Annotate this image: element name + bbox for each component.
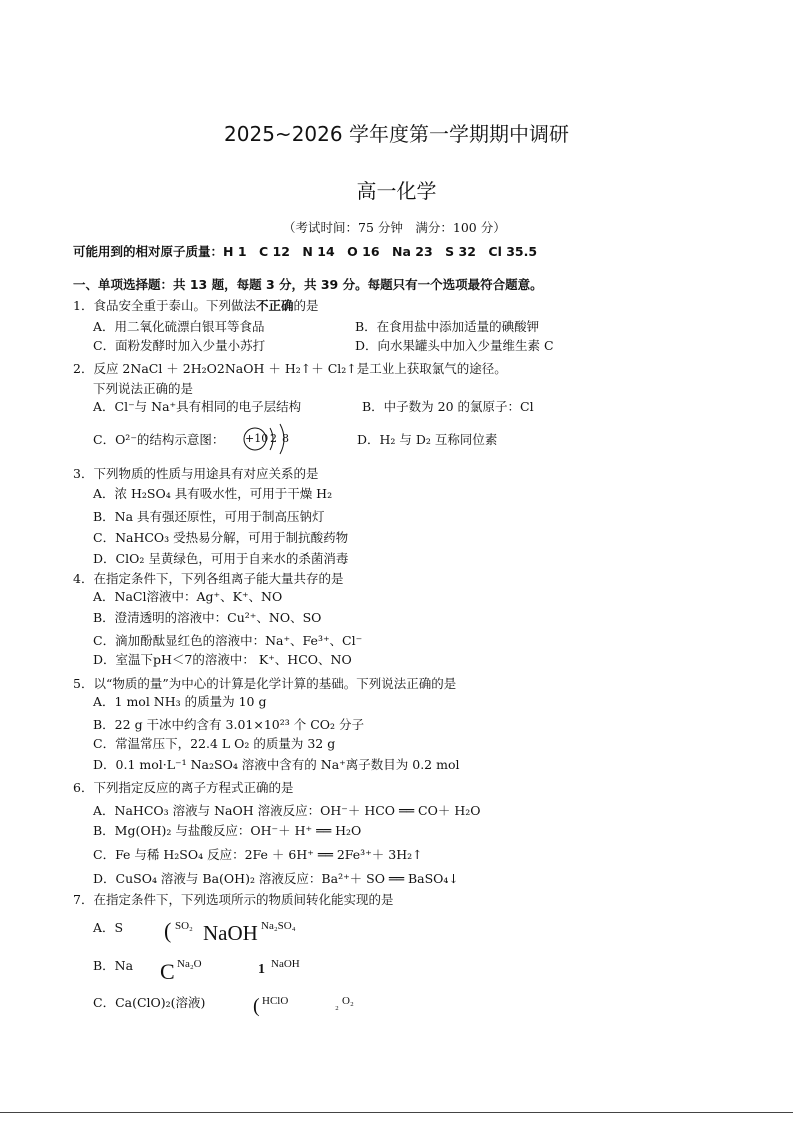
q7-option-b-label: B．Na (93, 958, 134, 973)
q1-stem-part-b: 的是 (293, 298, 319, 313)
q1-option-d: D．向水果罐头中加入少量维生素 C (355, 338, 554, 353)
q7-a-fragment-2: SO₂ (175, 920, 193, 932)
q6-option-b: B．Mg(OH)₂ 与盐酸反应：OH⁻＋ H⁺ ══ H₂O (93, 823, 362, 838)
q3-option-a: A．浓 H₂SO₄ 具有吸水性，可用于干燥 H₂ (93, 486, 333, 501)
q4-option-c: C．滴加酚酞显红色的溶液中：Na⁺、Fe³⁺、Cl⁻ (93, 633, 363, 648)
q5-option-d: D．0.1 mol·L⁻¹ Na₂SO₄ 溶液中含有的 Na⁺离子数目为 0.2 mol (93, 757, 460, 772)
q7-option-c-label: C．Ca(ClO)₂(溶液) (93, 995, 206, 1010)
atomic-masses: 可能用到的相对原子质量：H 1 C 12 N 14 O 16 Na 23 S 32 Cl 35.5 (73, 244, 538, 259)
q2-option-d: D．H₂ 与 D₂ 互称同位素 (357, 432, 498, 447)
shell-1-electrons: 2 (270, 432, 277, 445)
q7-c-fragment-1: ( (253, 995, 260, 1017)
q7-b-fragment-4: NaOH (271, 958, 300, 970)
q1-option-c: C．面粉发酵时加入少量小苏打 (93, 338, 266, 353)
q1-option-a: A．用二氧化硫漂白银耳等食品 (93, 319, 265, 334)
q7-b-fragment-3: 1 (258, 962, 265, 977)
q5-option-a: A．1 mol NH₃ 的质量为 10 g (93, 694, 267, 709)
q5-option-b: B．22 g 干冰中约含有 3.01×10²³ 个 CO₂ 分子 (93, 717, 364, 732)
question-2-stem: 2．反应 2NaCl ＋ 2H₂O2NaOH ＋ H₂↑＋ Cl₂↑是工业上获取氯气的途径。 (73, 361, 507, 376)
q2-option-a: A．Cl⁻与 Na⁺具有相同的电子层结构 (93, 399, 302, 414)
q6-option-d: D．CuSO₄ 溶液与 Ba(OH)₂ 溶液反应：Ba²⁺＋ SO ══ BaSO₄↓ (93, 871, 459, 886)
q3-option-c: C．NaHCO₃ 受热易分解，可用于制抗酸药物 (93, 530, 349, 545)
question-3-stem: 3．下列物质的性质与用途具有对应关系的是 (73, 466, 319, 481)
question-1-stem (73, 298, 319, 314)
q6-option-c: C．Fe 与稀 H₂SO₄ 反应：2Fe ＋ 6H⁺ ══ 2Fe³⁺＋ 3H₂↑ (93, 847, 423, 862)
question-2-stem-2: 下列说法正确的是 (93, 381, 194, 396)
nucleus-charge: +10 (245, 432, 269, 445)
question-6-stem: 6．下列指定反应的离子方程式正确的是 (73, 780, 294, 795)
q2-option-b: B．中子数为 20 的氯原子：Cl (362, 399, 534, 414)
subject-title: 高一化学 (356, 179, 437, 203)
q4-option-a: A．NaCl溶液中：Ag⁺、K⁺、NO (93, 589, 283, 604)
q2-option-c: C．O²⁻的结构示意图： (93, 432, 225, 447)
exam-info: （考试时间：75 分钟 满分：100 分） (283, 220, 506, 235)
question-4-stem: 4．在指定条件下，下列各组离子能大量共存的是 (73, 571, 344, 586)
q7-a-fragment-3: NaOH (203, 921, 258, 945)
q3-option-b: B．Na 具有强还原性，可用于制高压钠灯 (93, 509, 325, 524)
q4-option-b: B．澄清透明的溶液中：Cu²⁺、NO、SO (93, 610, 322, 625)
q7-a-fragment-1: ( (164, 918, 172, 943)
question-7-stem: 7．在指定条件下，下列选项所示的物质间转化能实现的是 (73, 892, 394, 907)
exam-title: 2025~2026 学年度第一学期期中调研 (224, 122, 569, 146)
q5-option-c: C．常温常压下，22.4 L O₂ 的质量为 32 g (93, 736, 336, 751)
q1-stem-part-a: 1．食品安全重于泰山。下列做法 (73, 298, 256, 313)
o2-ion-structure-diagram (242, 421, 302, 457)
q7-c-fragment-4: O₂ (342, 995, 354, 1007)
q1-stem-emphasis: 不正确 (255, 298, 294, 313)
q3-option-d: D．ClO₂ 呈黄绿色，可用于自来水的杀菌消毒 (93, 551, 349, 566)
q7-c-fragment-3: ₂ (335, 999, 339, 1011)
q7-c-fragment-2: HClO (262, 995, 289, 1007)
q1-option-b: B．在食用盐中添加适量的碘酸钾 (355, 319, 540, 334)
q4-option-d: D．室温下pH＜7的溶液中： K⁺、HCO、NO (93, 652, 352, 667)
question-5-stem: 5．以“物质的量”为中心的计算是化学计算的基础。下列说法正确的是 (73, 676, 457, 691)
section-heading: 一、单项选择题：共 13 题，每题 3 分，共 39 分。每题只有一个选项最符合题意。 (73, 277, 543, 292)
q7-option-a-label: A．S (93, 920, 124, 935)
shell-2-electrons: 8 (282, 432, 289, 445)
page-bottom-rule (0, 1112, 793, 1113)
q7-b-fragment-2: Na₂O (177, 958, 202, 970)
q7-b-fragment-1: C (160, 959, 175, 984)
q6-option-a: A．NaHCO₃ 溶液与 NaOH 溶液反应：OH⁻＋ HCO ══ CO＋ H₂O (93, 803, 481, 818)
q7-a-fragment-4: Na₂SO₄ (261, 920, 296, 932)
